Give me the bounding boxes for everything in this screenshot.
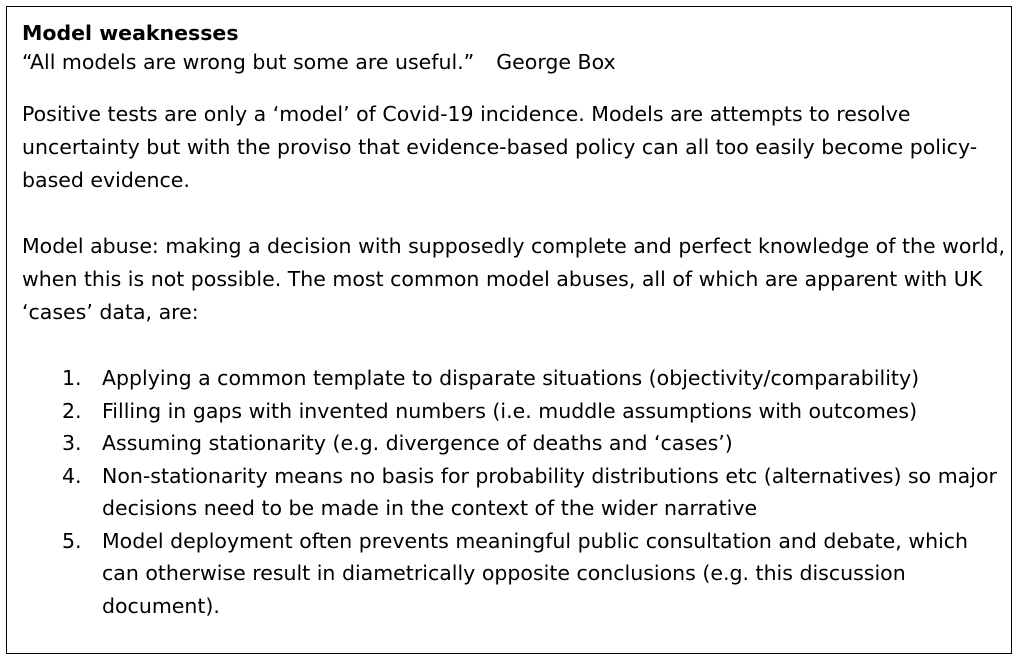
list-item	[22, 525, 1011, 623]
list-item-text: Non-stationarity means no basis for probability distributions etc (alternatives) so major decisions need to be made in the context of the wider narrative	[102, 463, 997, 520]
paragraph-model-abuse: Model abuse: making a decision with supposedly complete and perfect knowledge of the world, when this is not possible. The most common model abuses, all of which are apparent with UK ‘cases’ data, are:	[22, 234, 1006, 324]
model-abuses-list	[22, 362, 1011, 622]
quote	[22, 46, 1011, 78]
document-title: Model weaknesses	[22, 21, 239, 45]
document-box	[6, 6, 1012, 654]
list-item-number: 4.	[62, 463, 82, 488]
quote-author: George Box	[496, 50, 616, 74]
quote-text: “All models are wrong but some are useful.”	[22, 50, 475, 74]
paragraph-positive-tests: Positive tests are only a ‘model’ of Covid-19 incidence. Models are attempts to resolve uncertainty but with the proviso that evidence-based policy can all too easily become policy-based evidence.	[22, 102, 978, 192]
list-item-text: Filling in gaps with invented numbers (i.e. muddle assumptions with outcomes)	[102, 398, 918, 423]
list-item-number: 3.	[62, 431, 82, 455]
list-item-text: Assuming stationarity (e.g. divergence of deaths and ‘cases’)	[102, 431, 733, 455]
list-item	[22, 395, 1011, 428]
list-item-number: 1.	[62, 366, 82, 390]
list-item-number: 2.	[62, 398, 82, 423]
list-item-text: Model deployment often prevents meaningful public consultation and debate, which can otherwise result in diametrically opposite conclusions (e.g. this discussion document).	[102, 528, 969, 618]
list-item	[22, 427, 1011, 460]
list-item-number: 5.	[62, 528, 82, 553]
list-item	[22, 362, 1011, 395]
list-item	[22, 460, 1011, 525]
list-item-text: Applying a common template to disparate situations (objectivity/comparability)	[102, 366, 920, 390]
